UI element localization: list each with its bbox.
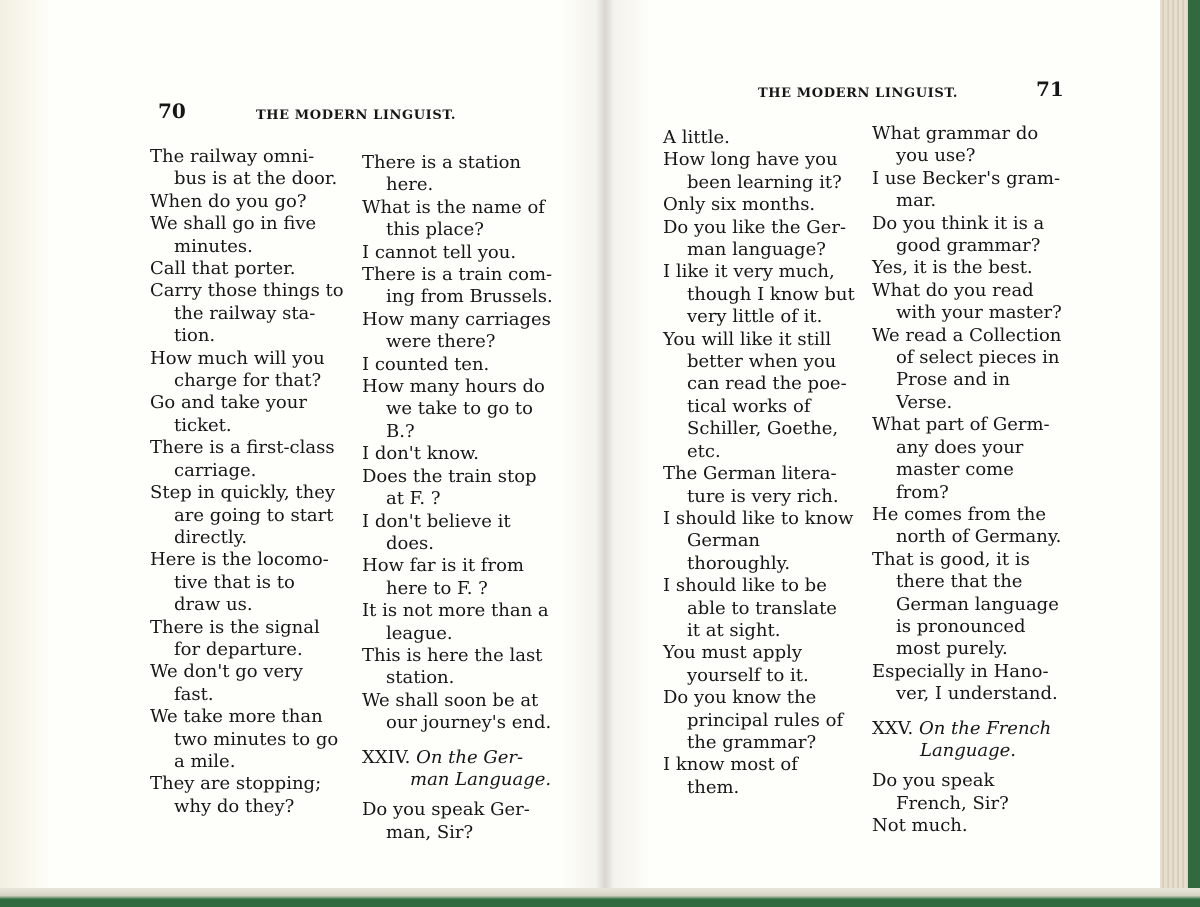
cover-edge-bottom <box>0 888 1200 907</box>
right-page <box>606 0 1166 890</box>
phrase-line: How many hours do we take to go to B.? <box>362 376 545 442</box>
phrase-line: The German litera-ture is very rich. <box>663 463 839 507</box>
right-page-column-2 <box>872 123 1066 838</box>
phrase-line: We don't go very fast. <box>150 661 303 705</box>
left-page <box>0 0 606 890</box>
phrase-line: It is not more than a league. <box>362 600 549 644</box>
phrase-line: We shall soon be at our journey's end. <box>362 689 552 734</box>
phrase-line: I like it very much, though I know but very little of it. <box>663 261 855 328</box>
phrase-line: There is a train com-ing from Brussels. <box>362 264 553 308</box>
phrase-line: There is a station here. <box>362 152 522 196</box>
phrase-line: There is a first-class carriage. <box>150 437 335 481</box>
phrase-line: They are stopping; why do they? <box>150 773 322 817</box>
book-gutter-shadow <box>560 0 650 890</box>
page-number-left: 70 <box>158 99 186 123</box>
phrase-line: I should like to know German thoroughly. <box>663 507 854 574</box>
phrase-line: Do you speak French, Sir? <box>872 770 1009 814</box>
phrase-line: The railway omni-bus is at the door. <box>150 146 338 190</box>
phrase-line: Go and take your ticket. <box>150 392 307 436</box>
phrase-line: How far is it from here to F. ? <box>362 555 524 599</box>
cover-edge-right <box>1188 0 1200 907</box>
phrase-line: We take more than two minutes to go a mile. <box>150 706 339 772</box>
phrase-line: Carry those things to the railway sta-tion. <box>150 280 344 347</box>
phrase-line: How long have you been learning it? <box>663 149 842 193</box>
phrase-line: A little. <box>663 127 730 148</box>
phrase-line: I know most of them. <box>663 754 798 798</box>
left-page-column-1 <box>150 146 345 818</box>
phrase-line: I don't believe it does. <box>362 510 511 554</box>
phrase-line: I cannot tell you. <box>362 241 517 263</box>
phrase-line: What is the name of this place? <box>362 196 545 241</box>
running-head-right: THE MODERN LINGUIST. <box>758 86 959 101</box>
left-page-edge <box>0 0 50 890</box>
page-block-edges <box>1160 0 1188 890</box>
phrase-line: What do you read with your master? <box>872 279 1062 324</box>
page-number-right: 71 <box>1036 77 1064 101</box>
phrase-line: I don't know. <box>362 443 480 465</box>
section-heading-xxv <box>872 718 1066 763</box>
phrase-line: We read a Collection of select pieces in Prose and in Verse. <box>872 324 1062 413</box>
phrase-line: I should like to be able to translate it at sight. <box>663 575 837 641</box>
phrase-line: We shall go in five minutes. <box>150 213 317 257</box>
phrase-line: Yes, it is the best. <box>872 257 1033 279</box>
phrase-line: He comes from the north of Germany. <box>872 503 1062 548</box>
right-page-column-1 <box>663 127 855 799</box>
phrase-line: Only six months. <box>663 194 816 216</box>
phrase-line: I counted ten. <box>362 353 490 375</box>
phrase-line: That is good, it is there that the German language is pronounced most purely. <box>872 548 1059 660</box>
phrase-line: You must apply yourself to it. <box>663 642 809 686</box>
section-number: XXIV. <box>362 746 411 768</box>
phrase-line: Does the train stop at F. ? <box>362 465 537 510</box>
phrase-line: This is here the last station. <box>362 644 543 689</box>
phrase-line: Here is the locomo-tive that is to draw us. <box>150 549 329 616</box>
phrase-line: Step in quickly, they are going to start directly. <box>150 482 336 548</box>
phrase-line: Do you think it is a good grammar? <box>872 212 1045 257</box>
phrase-line: How much will you charge for that? <box>150 347 325 392</box>
section-title: On the French Language. <box>918 717 1052 761</box>
phrase-line: Not much. <box>872 815 968 837</box>
phrase-line: When do you go? <box>150 190 307 212</box>
section-heading-xxiv <box>362 747 557 792</box>
phrase-line: Especially in Hano-ver, I understand. <box>872 660 1058 705</box>
section-title: On the Ger-man Language. <box>410 746 552 790</box>
phrase-line: I use Becker's gram-mar. <box>872 167 1061 212</box>
phrase-line: How many carriages were there? <box>362 308 551 353</box>
phrase-line: Do you speak Ger-man, Sir? <box>362 799 530 843</box>
phrase-line: Call that porter. <box>150 258 296 280</box>
left-page-column-2 <box>362 152 557 844</box>
phrase-line: You will like it still better when you can read the poe-tical works of Schiller, Goethe, etc. <box>663 328 847 462</box>
phrase-line: Do you know the principal rules of the grammar? <box>663 687 844 753</box>
phrase-line: There is the signal for departure. <box>150 616 320 660</box>
section-number: XXV. <box>872 717 914 739</box>
phrase-line: What grammar do you use? <box>872 123 1039 167</box>
running-head-left: THE MODERN LINGUIST. <box>256 108 457 123</box>
phrase-line: What part of Germ-any does your master come from? <box>872 414 1050 503</box>
phrase-line: Do you like the Ger-man language? <box>663 216 847 261</box>
